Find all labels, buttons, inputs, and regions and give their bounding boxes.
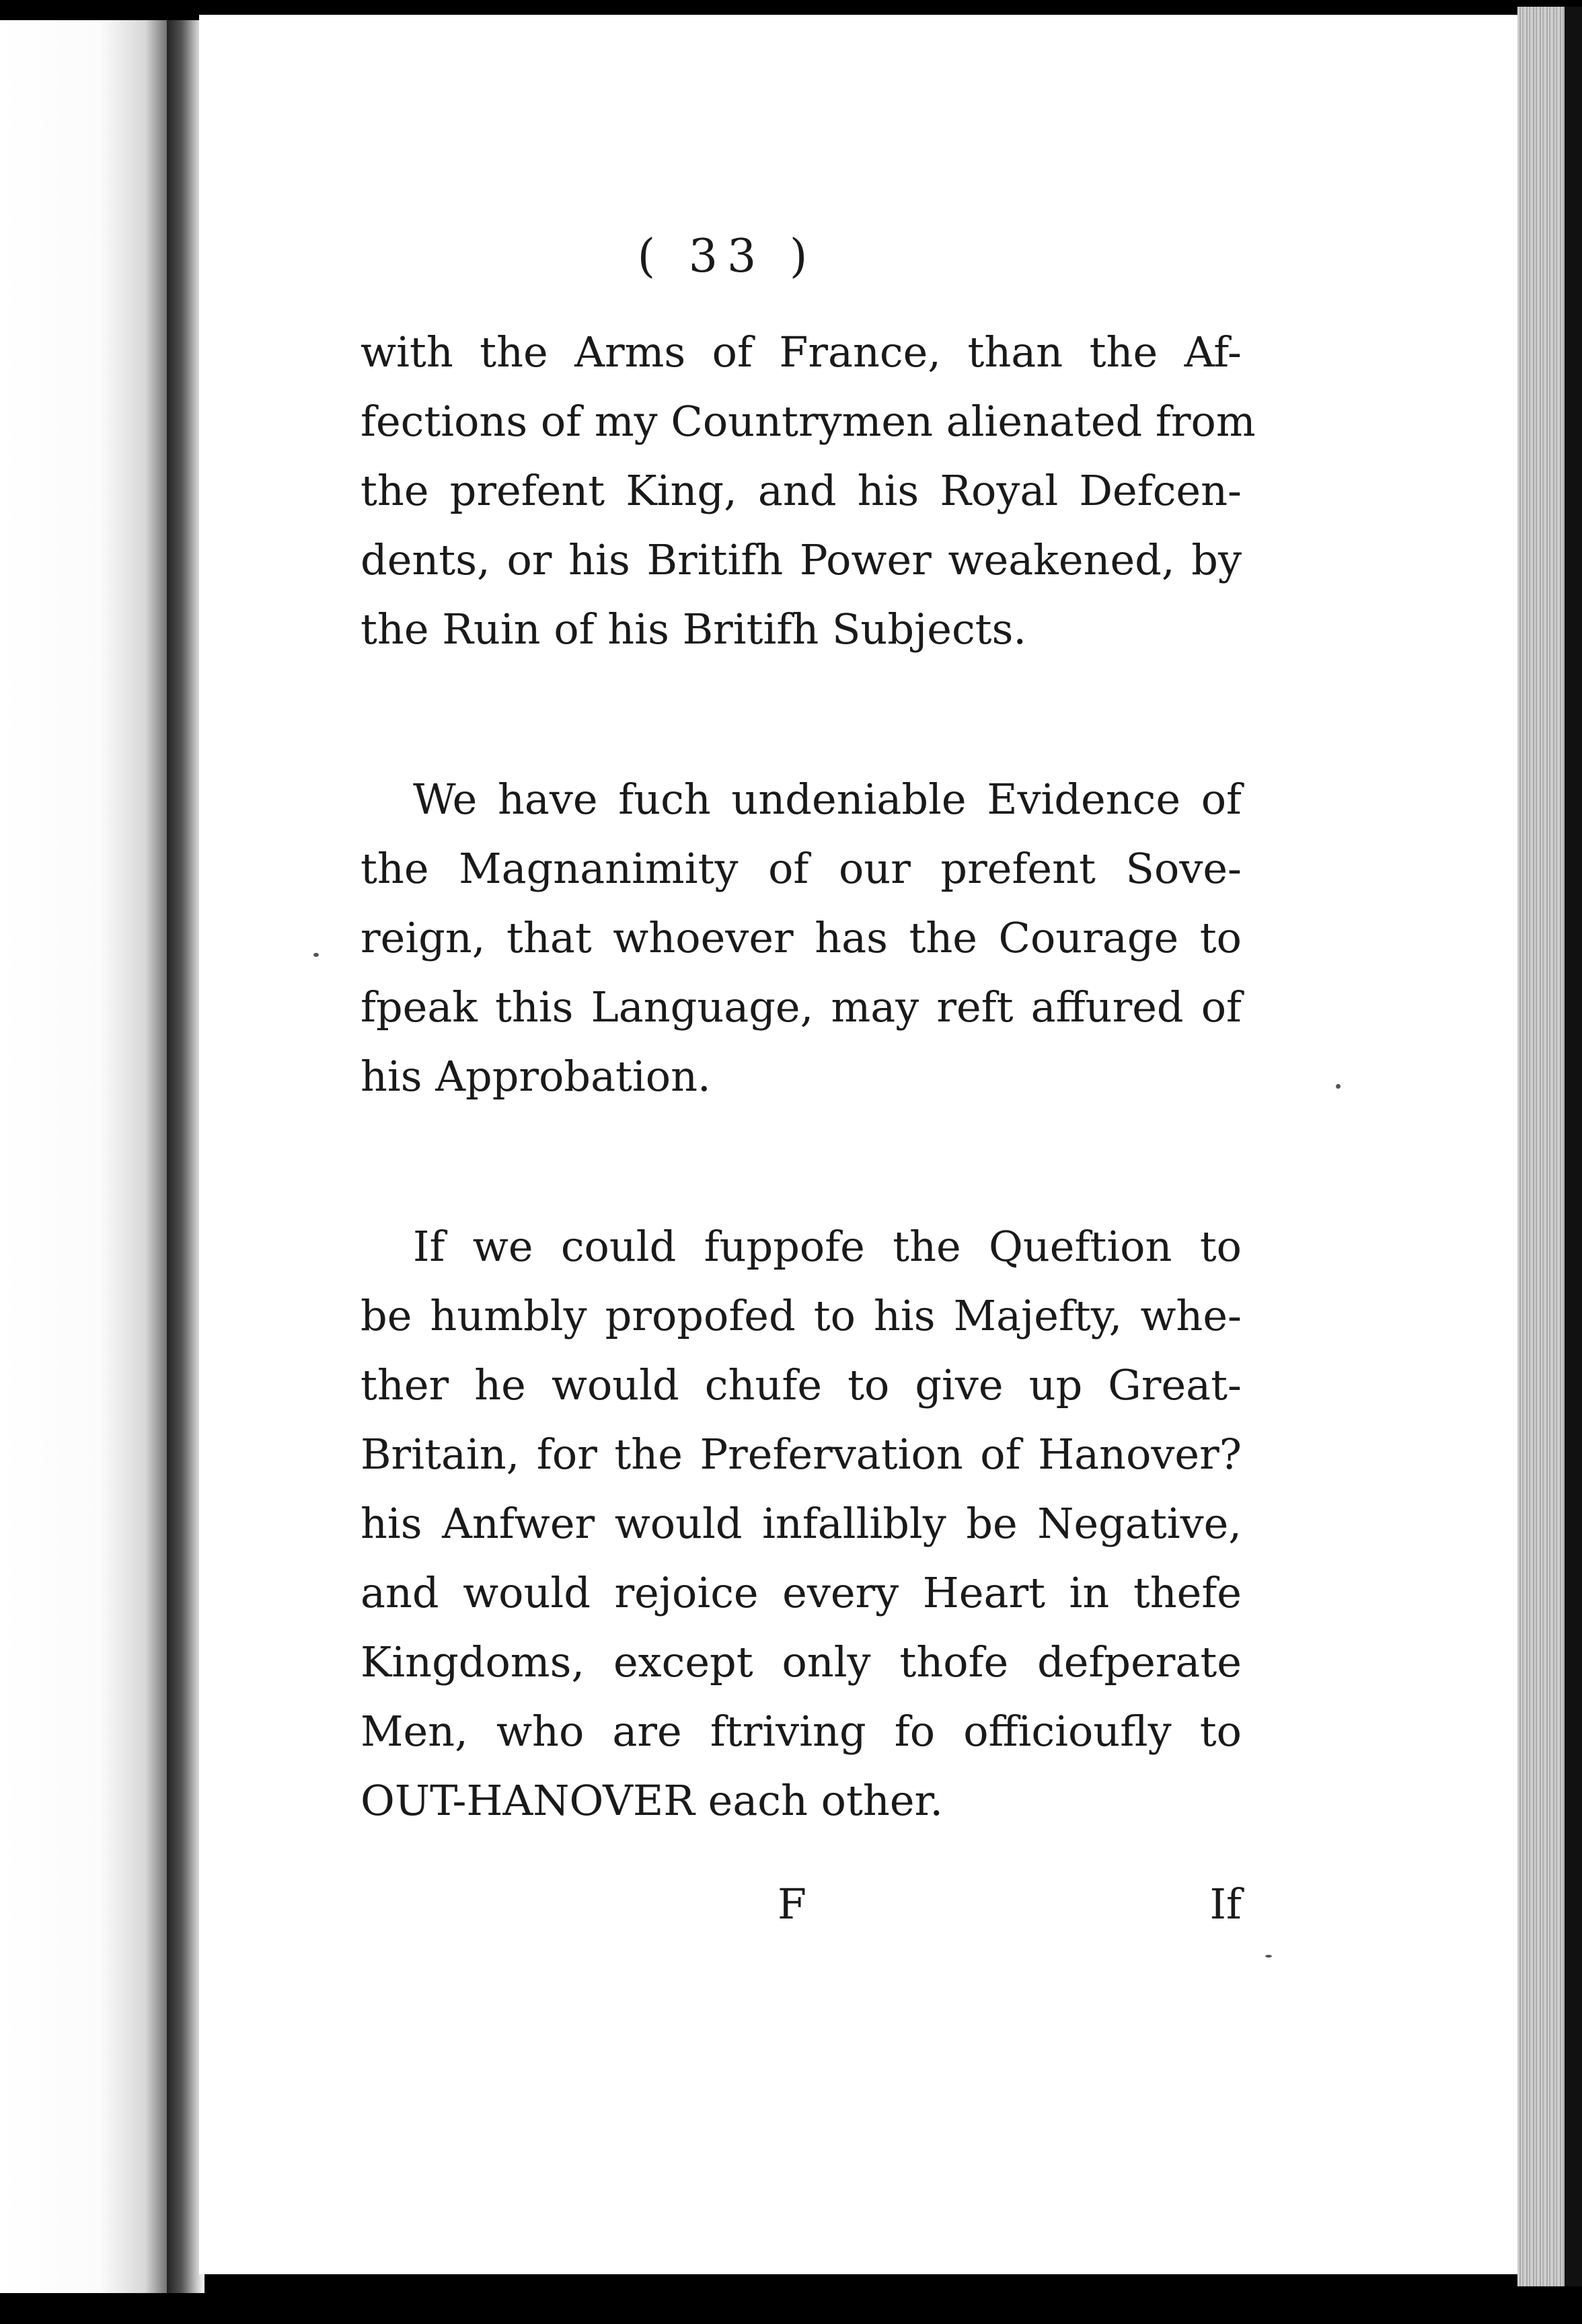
catchword: If: [1209, 1880, 1242, 1929]
book-page: [199, 15, 1517, 2274]
text-line: ther he would chufe to give up Great-: [361, 1360, 1242, 1409]
text-line: Britain, for the Prefervation of Hanover?: [361, 1430, 1242, 1479]
text-line: dents, or his Britifh Power weakened, by: [361, 535, 1242, 584]
text-line: Men, who are ftriving fo officioufly to: [361, 1707, 1242, 1756]
text-line: the Ruin of his Britifh Subjects.: [361, 605, 1027, 654]
text-line: reign, that whoever has the Courage to: [361, 913, 1242, 962]
text-line: fections of my Countrymen alienated from: [361, 397, 1256, 446]
page-number: ( 33 ): [637, 230, 817, 283]
text-line: his Anfwer would infallibly be Negative,: [361, 1499, 1242, 1548]
facing-page-edge: [0, 20, 182, 2293]
text-line: If we could fuppofe the Queftion to: [413, 1222, 1242, 1271]
text-line: with the Arms of France, than the Af-: [361, 327, 1242, 377]
text-line: be humbly propofed to his Majefty, whe-: [361, 1291, 1242, 1340]
text-line: the prefent King, and his Royal Defcen-: [361, 466, 1242, 515]
signature-mark: F: [778, 1880, 807, 1929]
paper-speck: [313, 953, 319, 957]
paper-speck: [1336, 1084, 1341, 1089]
paper-speck: [1265, 1955, 1272, 1958]
text-line: OUT-HANOVER each other.: [361, 1776, 944, 1825]
text-line: Kingdoms, except only thofe defperate: [361, 1637, 1242, 1687]
text-line: his Approbation.: [361, 1052, 711, 1101]
text-line: fpeak this Language, may reft affured of: [361, 982, 1242, 1032]
page-edges: [1517, 7, 1565, 2286]
paragraph-2: [361, 765, 1242, 1111]
paragraph-3: [361, 1212, 1242, 1835]
paragraph-1: [361, 317, 1256, 664]
text-line: and would rejoice every Heart in thefe: [361, 1568, 1242, 1617]
page-footer: [361, 1871, 1242, 1938]
text-line: We have fuch undeniable Evidence of: [413, 775, 1242, 824]
page-edges-shadow: [1565, 7, 1582, 2286]
text-line: the Magnanimity of our prefent Sove-: [361, 844, 1242, 893]
